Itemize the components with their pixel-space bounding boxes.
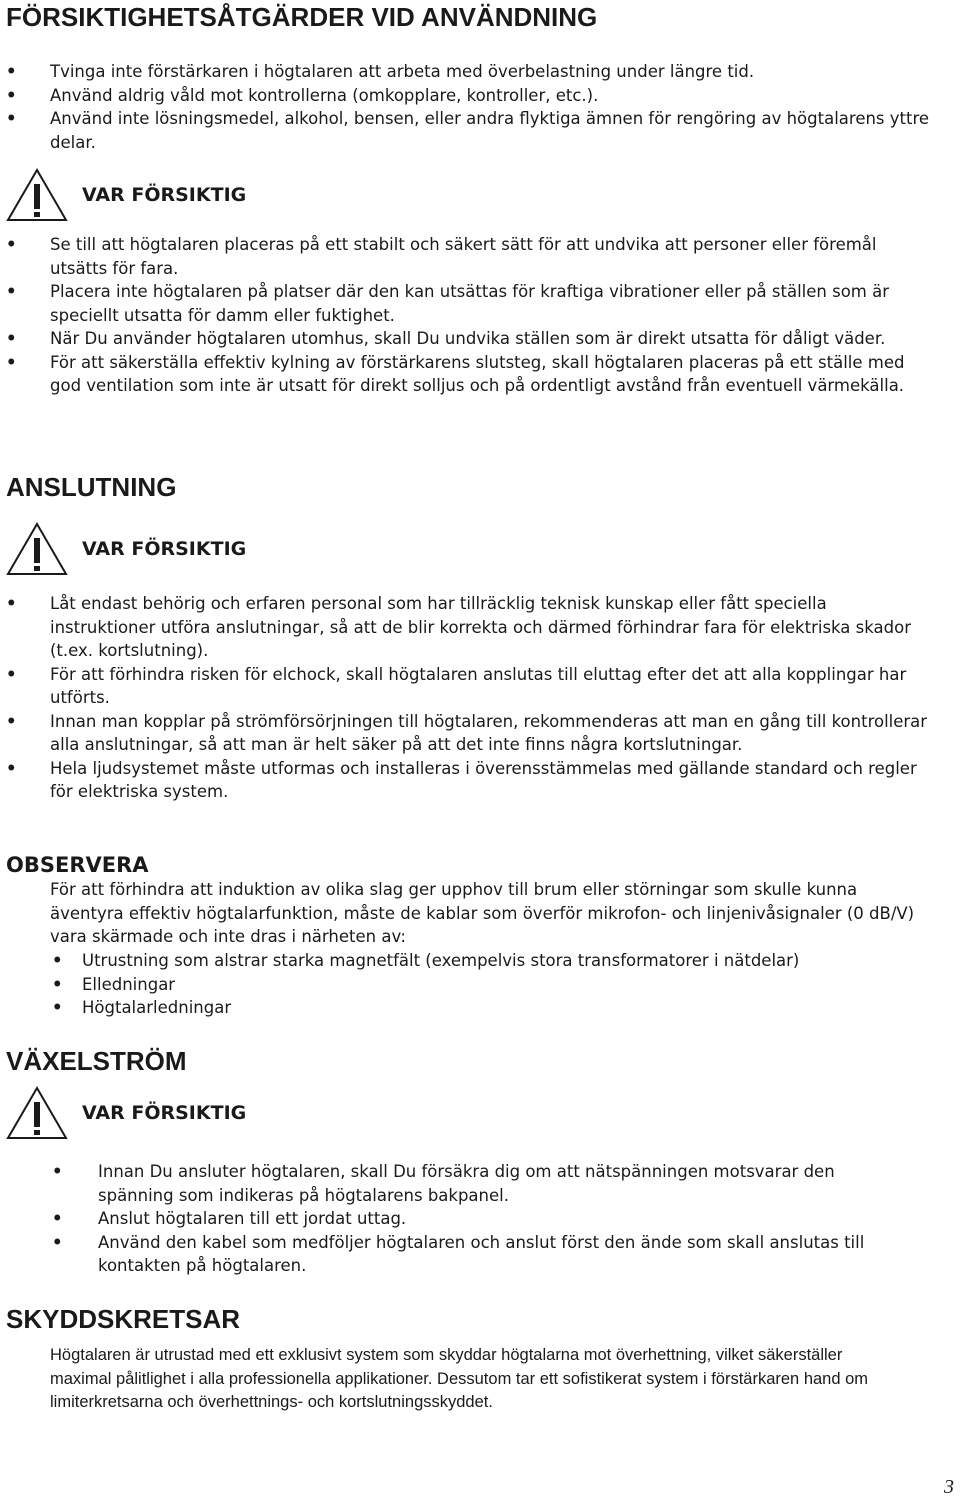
protection-text: Högtalaren är utrustad med ett exklusivt system som skyddar högtalarna mot överhettning, vilket säkerställer maximal pålitlighet i alla professionella applikationer. Dessutom tar ett sofistikerat system i förstärkaren hand om limiterkretsarna och överhettnings- och kortslutningsskyddet. [50,1346,869,1411]
precautions-caution-list [6,233,930,398]
list-item: • Placera inte högtalaren på platser där den kan utsättas för kraftiga vibrationer eller på ställen som är speciellt utsatta för damm eller fuktighet. [6,282,890,325]
caution-label: VAR FÖRSIKTIG [82,538,247,560]
warning-triangle-icon [6,168,68,222]
list-item: • Använd aldrig våld mot kontrollerna (omkopplare, kontroller, etc.). [50,84,930,108]
bullet: • [52,1162,63,1181]
list-item: • Elledningar [82,973,882,997]
bullet: • [6,664,17,684]
bullet: • [6,711,17,731]
warning-triangle-icon [6,1086,68,1140]
connection-caution-list [6,592,930,804]
list-item: • Innan Du ansluter högtalaren, skall Du försäkra dig om att nätspänningen motsvarar den spänning som indikeras på högtalarens bakpanel. [52,1162,835,1205]
list-item: • Använd inte lösningsmedel, alkohol, bensen, eller andra flyktiga ämnen för rengöring av högtalarens yttre delar. [6,109,930,152]
caution-block-precautions [6,168,266,224]
note-text: För att förhindra att induktion av olika slag ger upphov till brum eller störningar som skulle kunna äventyra effektiv högtalarfunktion, måste de kablar som överför mikrofon- och linjenivåsignaler (0 dB/V) vara skärmade och inte dras i närheten av: [50,880,915,946]
caution-label: VAR FÖRSIKTIG [82,1102,247,1124]
caution-block-ac-power [6,1086,266,1142]
warning-triangle-icon [6,522,68,576]
bullet: • [6,758,17,778]
bullet: • [6,329,17,348]
list-item: • Se till att högtalaren placeras på ett stabilt och säkert sätt för att undvika att personer eller föremål utsätts för fara. [6,235,877,278]
note-list [52,949,882,1020]
caution-block-connection [6,522,266,578]
bullet: • [6,85,17,105]
list-item: • Anslut högtalaren till ett jordat uttag. [98,1207,898,1231]
caution-label: VAR FÖRSIKTIG [82,184,247,206]
page-number: 3 [944,1476,954,1498]
list-item: • Utrustning som alstrar starka magnetfält (exempelvis stora transformatorer i nätdelar) [82,949,882,973]
bullet: • [6,235,17,254]
bullet: • [6,352,17,372]
list-item: • Tvinga inte förstärkaren i högtalaren att arbeta med överbelastning under längre tid. [50,60,930,84]
list-item: • Innan man kopplar på strömförsörjningen till högtalaren, rekommenderas att man en gång till kontrollerar alla anslutningar, så att man är helt säker på att det inte finns några kortslutningar. [6,711,928,754]
bullet: • [6,109,17,128]
list-item: • När Du använder högtalaren utomhus, skall Du undvika ställen som är direkt utsatta för dåligt väder. [50,327,930,351]
list-item: • Använd den kabel som medföljer högtalaren och anslut först den ände som skall anslutas till kontakten på högtalaren. [52,1232,865,1275]
section-title-ac-power: VÄXELSTRÖM [6,1046,187,1076]
bullet: • [52,1232,63,1252]
bullet: • [6,594,17,613]
bullet: • [52,951,63,970]
section-title-connection: ANSLUTNING [6,472,177,502]
list-item: • Låt endast behörig och erfaren personal som har tillräcklig teknisk kunskap eller fått speciella instruktioner utföra anslutningar, så att de blir korrekta och därmed förhindrar fara för elektriska skador (t.ex. kortslutning). [6,594,911,660]
precautions-list [6,60,930,154]
bullet: • [6,282,17,301]
section-title-note: OBSERVERA [6,853,149,877]
list-item: • Högtalarledningar [82,996,882,1020]
bullet: • [6,62,17,81]
bullet: • [52,974,63,994]
list-item: • Hela ljudsystemet måste utformas och installeras i överensstämmelas med gällande standard och regler för elektriska system. [6,758,917,801]
list-item: • För att säkerställa effektiv kylning av förstärkarens slutsteg, skall högtalaren placeras på ett ställe med god ventilation som inte är utsatt för direkt solljus och på ordentligt avstånd från eventuell värmekälla. [6,352,905,395]
ac-power-caution-list [52,1160,898,1278]
bullet: • [52,998,63,1017]
list-item: • För att förhindra risken för elchock, skall högtalaren anslutas till eluttag efter det att alla kopplingar har utförts. [6,664,907,707]
bullet: • [52,1209,63,1228]
section-title-precautions: FÖRSIKTIGHETSÅTGÄRDER VID ANVÄNDNING [6,2,598,32]
section-title-protection: SKYDDSKRETSAR [6,1304,241,1334]
